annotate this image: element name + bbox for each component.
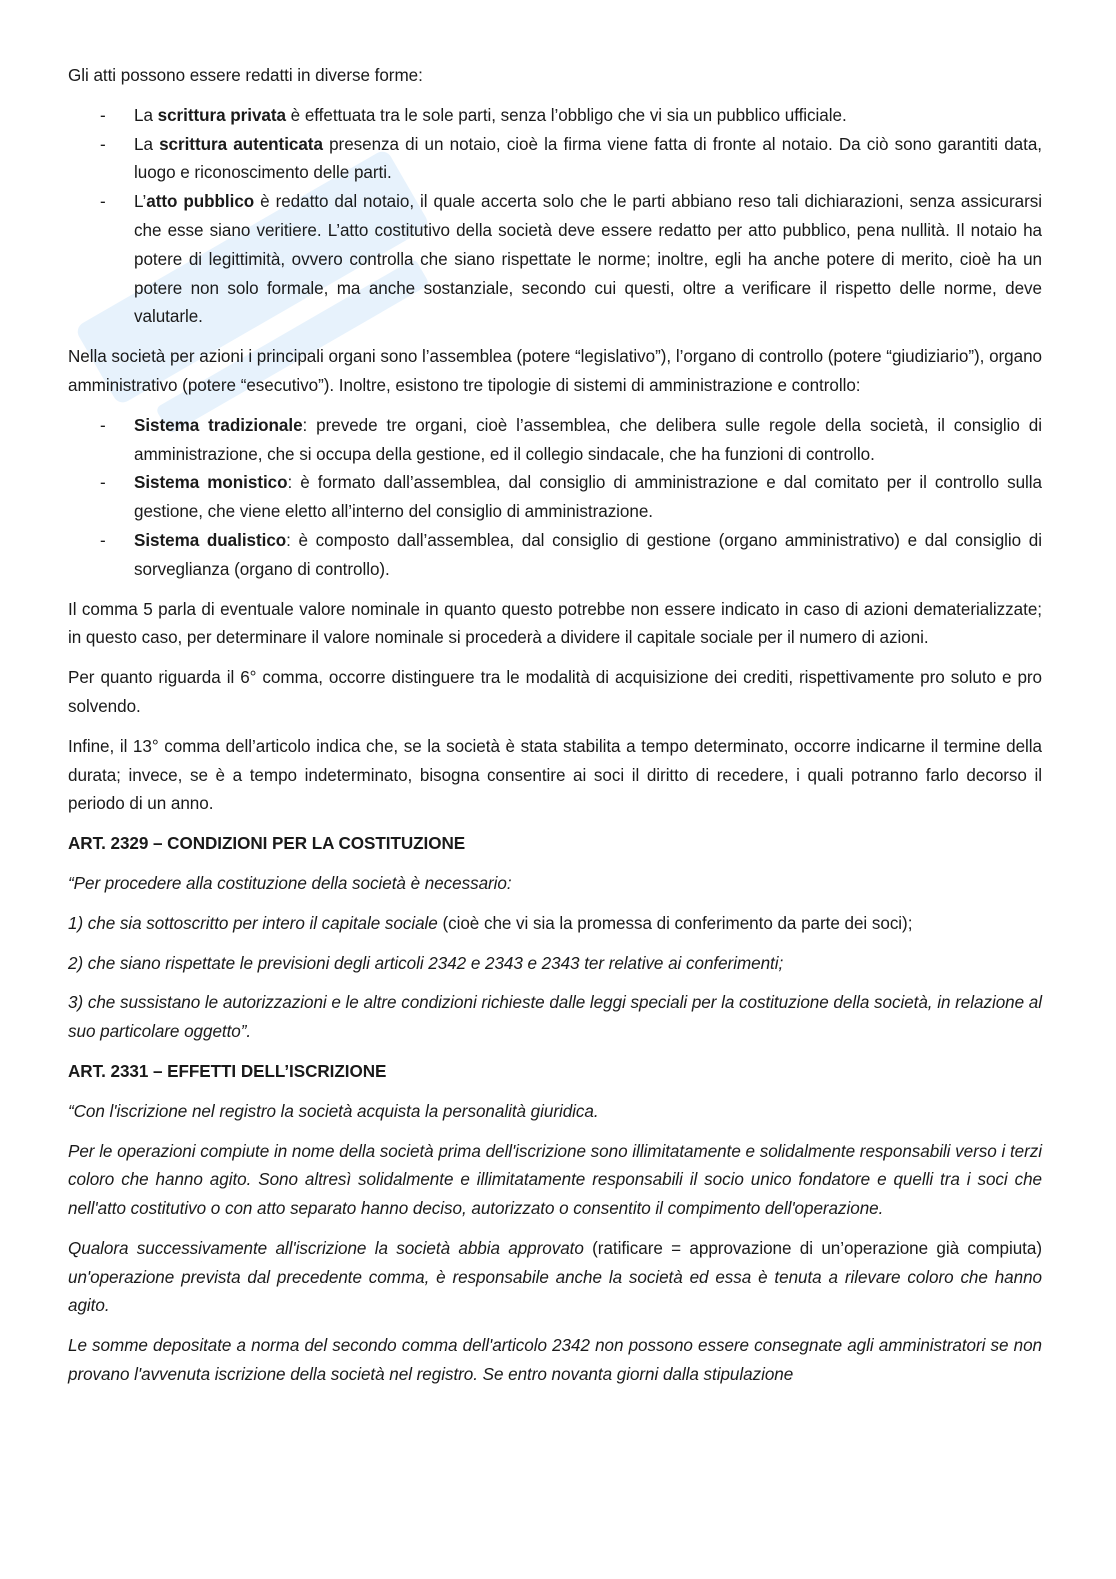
list-item: - Sistema monistico: è formato dall’assemblea, dal consiglio di amministrazione e dal comitato per il controllo sulla gestione, che viene eletto all’interno del consiglio di amministrazione. [68, 469, 1042, 527]
list-item: - L’atto pubblico è redatto dal notaio, il quale accerta solo che le parti abbiano reso tali dichiarazioni, senza assicurarsi che esse siano veritiere. L’atto costitutivo della società deve essere redatto per atto pubblico, pena nullità. Il notaio ha potere di legittimità, ovvero controlla che siano rispettate le norme; inoltre, egli ha anche potere di merito, cioè ha un potere non solo formale, ma anche sostanziale, secondo cui questi, oltre a verificare il rispetto delle norme, deve valutarle. [68, 188, 1042, 332]
comma6-paragraph: Per quanto riguarda il 6° comma, occorre distinguere tra le modalità di acquisizione dei crediti, rispettivamente pro soluto e pro solvendo. [68, 668, 1042, 716]
list-item: - Sistema dualistico: è composto dall’assemblea, dal consiglio di gestione (organo amministrativo) e dal consiglio di sorveglianza (organo di controllo). [68, 527, 1042, 585]
art2329-item1: 1) che sia sottoscritto per intero il capitale sociale (cioè che vi sia la promessa di conferimento da parte dei soci); [68, 913, 913, 933]
document-page [68, 62, 1042, 1401]
list-item: - La scrittura privata è effettuata tra le sole parti, senza l’obbligo che vi sia un pubblico ufficiale. [68, 102, 1042, 131]
list-item: - La scrittura autenticata presenza di un notaio, cioè la firma viene fatta di fronte al notaio. Da ciò sono garantiti data, luogo e riconoscimento delle parti. [68, 131, 1042, 189]
art2331-p2: Per le operazioni compiute in nome della società prima dell'iscrizione sono illimitatamente e solidalmente responsabili verso i terzi coloro che hanno agito. Sono altresì solidalmente e illimitatamente responsabili il socio unico fondatore e quelli tra i soci che nell'atto costitutivo o con atto separato hanno deciso, autorizzato o consentito il compimento dell'operazione. [68, 1141, 1042, 1219]
dash-bullet: - [100, 192, 106, 212]
art2331-heading: ART. 2331 – EFFETTI DELL’ISCRIZIONE [68, 1061, 387, 1081]
dash-bullet: - [100, 415, 106, 435]
art2329-item2: 2) che siano rispettate le previsioni degli articoli 2342 e 2343 e 2343 ter relative ai conferimenti; [68, 953, 784, 973]
dash-bullet: - [100, 105, 106, 125]
dash-bullet: - [100, 530, 106, 550]
art2329-lead: “Per procedere alla costituzione della società è necessario: [68, 873, 512, 893]
forms-list [68, 102, 1042, 332]
comma5-paragraph: Il comma 5 parla di eventuale valore nominale in quanto questo potrebbe non essere indicato in caso di azioni dematerializzate; in questo caso, per determinare il valore nominale si procederà a dividere il capitale sociale per il numero di azioni. [68, 599, 1042, 648]
art2329-heading: ART. 2329 – CONDIZIONI PER LA COSTITUZIONE [68, 834, 466, 854]
comma13-paragraph: Infine, il 13° comma dell’articolo indica che, se la società è stata stabilita a tempo determinato, occorre indicarne il termine della durata; invece, se è a tempo indeterminato, bisogna consentire ai soci il diritto di recedere, i quali potranno farlo decorso il periodo di un anno. [68, 736, 1042, 814]
art2329-item3: 3) che sussistano le autorizzazioni e le altre condizioni richieste dalle leggi speciali per la costituzione della società, in relazione al suo particolare oggetto”. [68, 993, 1042, 1042]
dash-bullet: - [100, 134, 106, 154]
dash-bullet: - [100, 473, 106, 493]
art2331-p1: “Con l'iscrizione nel registro la società acquista la personalità giuridica. [68, 1101, 599, 1121]
organs-paragraph: Nella società per azioni i principali organi sono l’assemblea (potere “legislativo”), l’organo di controllo (potere “giudiziario”), organo amministrativo (potere “esecutivo”). Inoltre, esistono tre tipologie di sistemi di amministrazione e controllo: [68, 347, 1042, 395]
intro-paragraph: Gli atti possono essere redatti in diverse forme: [68, 66, 423, 85]
art2331-p4: Le somme depositate a norma del secondo comma dell'articolo 2342 non possono essere consegnate agli amministratori se non provano l'avvenuta iscrizione della società nel registro. Se entro novanta giorni dalla stipulazione [68, 1336, 1042, 1385]
list-item: - Sistema tradizionale: prevede tre organi, cioè l’assemblea, che delibera sulle regole della società, il consiglio di amministrazione, che si occupa della gestione, ed il collegio sindacale, che ha funzioni di controllo. [68, 412, 1042, 470]
systems-list [68, 412, 1042, 585]
art2331-p3: Qualora successivamente all'iscrizione la società abbia approvato (ratificare = approvazione di un’operazione già compiuta) un'operazione prevista dal precedente comma, è responsabile anche la società ed essa è tenuta a rilevare coloro che hanno agito. [68, 1238, 1042, 1316]
